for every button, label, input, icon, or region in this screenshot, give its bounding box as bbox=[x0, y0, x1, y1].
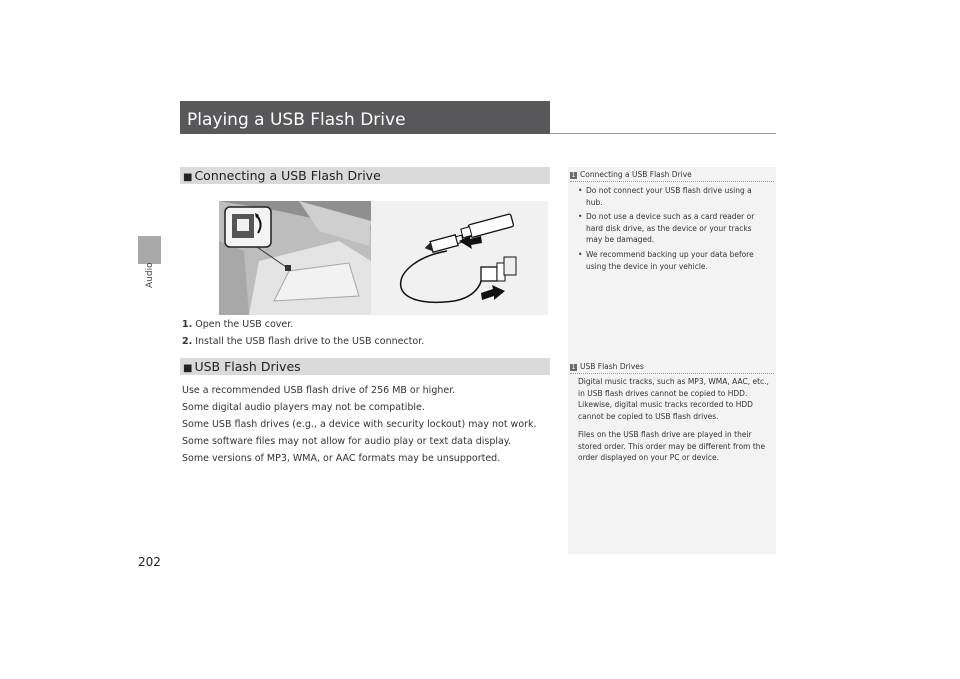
body-line: Use a recommended USB flash drive of 256 MB or higher. bbox=[182, 385, 456, 396]
title-rule bbox=[550, 133, 776, 134]
body-line: Some digital audio players may not be compatible. bbox=[182, 402, 425, 413]
black-square-icon: ■ bbox=[183, 363, 193, 374]
step-1: 1. Open the USB cover. bbox=[182, 319, 294, 330]
black-square-icon: ■ bbox=[183, 172, 193, 183]
chapter-tab bbox=[138, 236, 161, 264]
page-number: 202 bbox=[138, 555, 161, 569]
usb-illustration-svg bbox=[219, 201, 548, 315]
usb-connection-illustration bbox=[219, 201, 548, 315]
chapter-label: Audio bbox=[145, 262, 155, 288]
aside-paragraph: Files on the USB flash drive are played in their stored order. This order may be different from the order displayed on your PC or device. bbox=[578, 430, 766, 462]
aside-title-drives: 1 USB Flash Drives bbox=[571, 362, 644, 371]
aside-title-connecting: 1 Connecting a USB Flash Drive bbox=[571, 170, 692, 179]
section-heading-drives: ■ USB Flash Drives bbox=[180, 358, 550, 375]
reference-icon: 1 bbox=[571, 172, 576, 179]
page-title: Playing a USB Flash Drive bbox=[180, 101, 550, 134]
reference-icon: 1 bbox=[571, 364, 576, 371]
aside-rule bbox=[570, 181, 774, 182]
body-line: Some USB flash drives (e.g., a device with security lockout) may not work. bbox=[182, 419, 537, 430]
aside-paragraph: Digital music tracks, such as MP3, WMA, AAC, etc., in USB flash drives cannot be copied to HDD. Likewise, digital music tracks recorded to HDD cannot be copied to USB flash drives. bbox=[578, 377, 769, 421]
aside-bullet: • We recommend backing up your data before using the device in your vehicle. bbox=[578, 249, 763, 272]
section-heading-connecting: ■ Connecting a USB Flash Drive bbox=[180, 167, 550, 184]
usb-diagram bbox=[371, 201, 548, 315]
body-line: Some software files may not allow for audio play or text data display. bbox=[182, 436, 512, 447]
body-line: Some versions of MP3, WMA, or AAC formats may be unsupported. bbox=[182, 453, 501, 464]
aside-bullet: • Do not connect your USB flash drive using a hub. bbox=[578, 185, 763, 208]
aside-bullet: • Do not use a device such as a card reader or hard disk drive, as the device or your tracks may be damaged. bbox=[578, 211, 763, 246]
aside-rule bbox=[570, 373, 774, 374]
step-2: 2. Install the USB flash drive to the USB connector. bbox=[182, 336, 425, 347]
